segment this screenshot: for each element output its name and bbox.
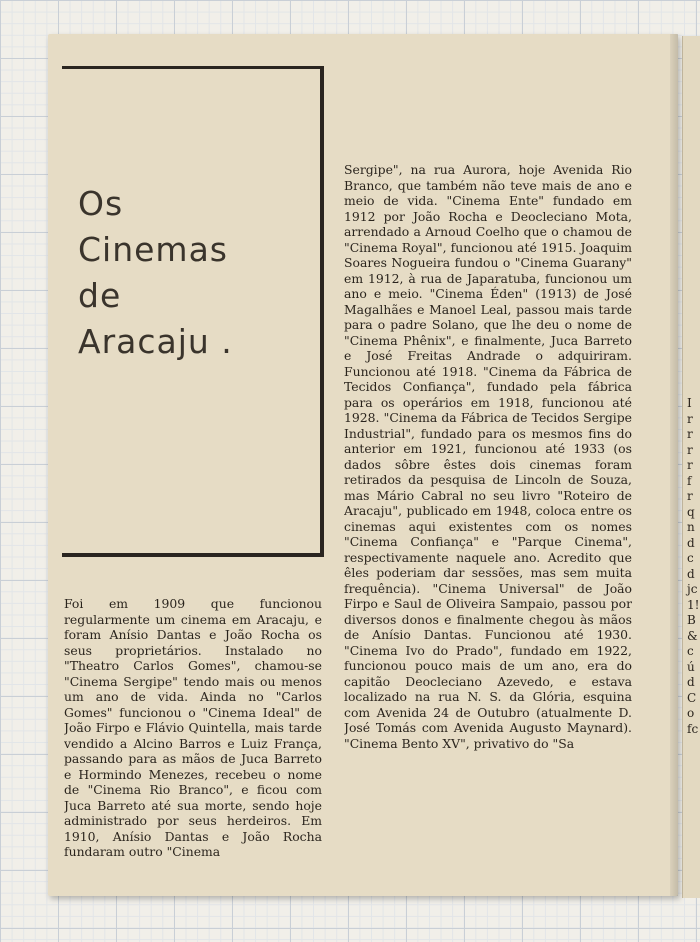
title-line: de bbox=[78, 276, 122, 315]
adjacent-line: & bbox=[687, 628, 698, 643]
title-line: Aracaju . bbox=[78, 322, 233, 361]
adjacent-line: C bbox=[687, 690, 697, 705]
article-title bbox=[78, 181, 233, 365]
adjacent-line: jc bbox=[687, 582, 698, 596]
adjacent-line: d bbox=[687, 535, 695, 550]
adjacent-line: r bbox=[687, 489, 693, 503]
article-column-right: Sergipe", na rua Aurora, hoje Avenida Rio Branco, que também não teve mais de ano e meio de vida. "Cinema Ente" fundado em 1912 por João Rocha e Deocleciano Mota, arrendado a Arnoud Coelho que o chamou de "Cinema Royal", funcionou até 1915. Joaquim Soares Nogueira fundou o "Cinema Guarany" em 1912, à rua de Japaratuba, funcionou um ano e meio. "Cinema Éden" (1913) de José Magalhães e Manoel Leal, passou mais tarde para o padre Solano, que lhe deu o nome de "Cinema Phênix", e finalmente, Juca Barreto e José Freitas Andrade o adquiriram. Funcionou até 1918. "Cinema da Fábrica de Tecidos Confiança", fundado pela fábrica para os operários em 1918, funcionou até 1928. "Cinema da Fábrica de Tecidos Sergipe Industrial", fundado para os mesmos fins do anterior em 1921, funcionou até 1933 (os dados sôbre êstes dois cinemas foram retirados da pesquisa de Lincoln de Souza, mas Mário Cabral no seu livro "Roteiro de Aracaju", publicado em 1948, coloca entre os cinemas aqui existentes com os nomes "Cinema Confiança" e "Parque Cinema", respectivamente naquele ano. Acredito que êles poderiam dar sessões, mas sem muita frequência). "Cinema Universal" de João Firpo e Saul de Oliveira Sampaio, passou por diversos donos e finalmente chegou às mãos de Anísio Dantas. Funcionou até 1930. "Cinema Ivo do Prado", fundado em 1922, funcionou pouco mais de um ano, era do capitão Deocleciano Azevedo, e estava localizado na rua N. S. da Glória, esquina com Avenida 24 de Outubro (atualmente D. José Tomás com Avenida Augusto Maynard). "Cinema Bento XV", privativo do "Sa bbox=[344, 162, 632, 751]
adjacent-page-text bbox=[687, 396, 699, 737]
adjacent-line: r bbox=[687, 458, 693, 472]
adjacent-line: o bbox=[687, 706, 695, 720]
adjacent-line: B bbox=[687, 613, 696, 627]
adjacent-line: ú bbox=[687, 659, 695, 674]
title-line: Cinemas bbox=[78, 230, 228, 269]
adjacent-page-strip bbox=[682, 36, 700, 898]
article-column-left: Foi em 1909 que funcionou regularmente um cinema em Aracaju, e foram Anísio Dantas e João Rocha os seus proprietários. Instalado no "Theatro Carlos Gomes", chamou-se "Cinema Sergipe" tendo mais ou menos um ano de vida. Ainda no "Carlos Gomes" funcionou o "Cinema Ideal" de João Firpo e Flávio Quintella, mais tarde vendido a Alcino Barros e Luiz França, passando para as mãos de Juca Barreto e Hormindo Menezes, recebeu o nome de "Cinema Rio Branco", e ficou com Juca Barreto até sua morte, sendo hoje administrado por seus herdeiros. Em 1910, Anísio Dantas e João Rocha fundaram outro "Cinema bbox=[64, 596, 322, 859]
adjacent-line: r bbox=[687, 427, 693, 441]
adjacent-line: fc bbox=[687, 721, 699, 736]
adjacent-line: q bbox=[687, 504, 695, 519]
adjacent-line: c bbox=[687, 551, 694, 565]
adjacent-line: c bbox=[687, 644, 694, 658]
adjacent-line: d bbox=[687, 566, 695, 581]
adjacent-line: r bbox=[687, 411, 693, 426]
title-box bbox=[62, 66, 324, 557]
adjacent-line: 1! bbox=[687, 597, 700, 612]
clipping-edge-shadow bbox=[670, 34, 678, 896]
adjacent-line: n bbox=[687, 520, 695, 534]
adjacent-line: d bbox=[687, 675, 695, 689]
adjacent-line: f bbox=[687, 473, 692, 488]
adjacent-line: r bbox=[687, 442, 693, 457]
adjacent-line: I bbox=[687, 396, 692, 410]
newspaper-clipping bbox=[48, 34, 678, 896]
title-line: Os bbox=[78, 184, 124, 223]
